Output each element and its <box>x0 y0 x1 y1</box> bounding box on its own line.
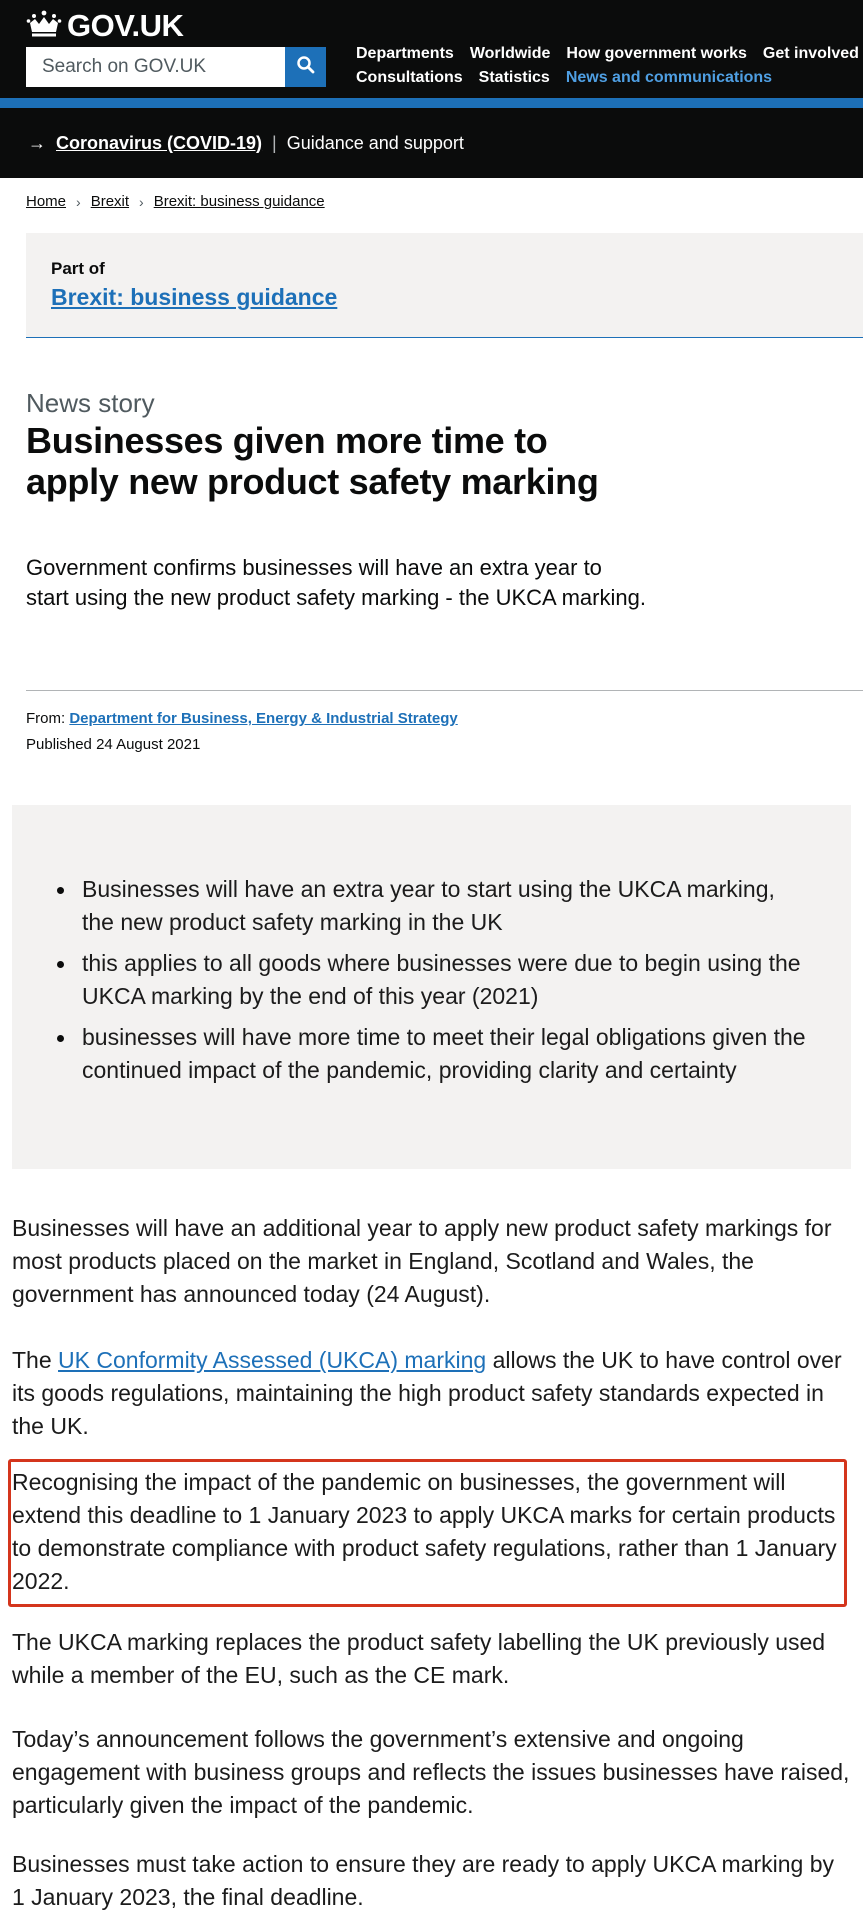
logo-text: GOV.UK <box>67 8 184 43</box>
published-label: Published <box>26 736 92 753</box>
part-of-label: Part of <box>51 259 105 278</box>
chevron-right-icon: › <box>139 193 144 210</box>
covid-text: Guidance and support <box>286 132 464 153</box>
page-title: Businesses given more time to apply new product safety marking <box>26 420 599 502</box>
from-label: From: <box>26 710 66 727</box>
department-link[interactable]: Department for Business, Energy & Industrial Strategy <box>69 710 458 727</box>
breadcrumb-business-guidance[interactable]: Brexit: business guidance <box>153 193 325 210</box>
article-metadata <box>26 706 458 758</box>
covid-separator: | <box>272 132 277 153</box>
arrow-right-icon: → <box>28 132 46 153</box>
ukca-marking-link[interactable]: UK Conformity Assessed (UKCA) marking <box>58 1347 487 1373</box>
summary-item: Businesses will have an extra year to start using the UKCA marking, the new product safety marking in the UK <box>82 873 811 939</box>
search-button[interactable] <box>285 47 326 87</box>
breadcrumb-brexit[interactable]: Brexit <box>90 193 130 210</box>
crown-icon <box>26 9 62 44</box>
nav-departments[interactable]: Departments <box>356 45 454 62</box>
covid-link[interactable]: Coronavirus (COVID-19) <box>56 132 263 153</box>
nav-how-government-works[interactable]: How government works <box>566 45 747 62</box>
govuk-logo[interactable] <box>26 8 183 44</box>
nav-worldwide[interactable]: Worldwide <box>469 45 551 62</box>
nav-get-involved[interactable]: Get involved <box>762 45 859 62</box>
breadcrumb-home[interactable]: Home <box>26 193 67 210</box>
divider <box>26 690 863 691</box>
nav-news-and-communications[interactable]: News and communications <box>565 69 773 86</box>
lead-paragraph: Government confirms businesses will have an extra year to start using the new product safety marking - the UKCA marking. <box>26 555 646 610</box>
main-nav <box>356 42 859 90</box>
paragraph-text: allows the UK to have control over its goods regulations, maintaining the high product safety standards expected in the UK. <box>12 1347 842 1439</box>
part-of-panel <box>26 233 863 338</box>
page-caption: News story <box>26 388 155 418</box>
summary-item: this applies to all goods where businesses were due to begin using the UKCA marking by the end of this year (2021) <box>82 947 811 1013</box>
chevron-right-icon: › <box>76 193 81 210</box>
body-paragraph-2 <box>12 1344 852 1443</box>
site-header <box>0 0 863 98</box>
covid-banner <box>0 108 863 178</box>
body-paragraph-6: Businesses must take action to ensure they are ready to apply UKCA marking by 1 January 2023, the final deadline. <box>12 1851 835 1910</box>
summary-item: businesses will have more time to meet their legal obligations given the continued impact of the pandemic, providing clarity and certainty <box>82 1021 811 1087</box>
header-blue-bar <box>0 98 863 108</box>
body-paragraph-4: The UKCA marking replaces the product safety labelling the UK previously used while a member of the EU, such as the CE mark. <box>12 1629 826 1688</box>
summary-list <box>82 873 811 1087</box>
nav-statistics[interactable]: Statistics <box>478 69 550 86</box>
summary-box <box>12 805 851 1169</box>
nav-consultations[interactable]: Consultations <box>356 69 463 86</box>
breadcrumb <box>26 193 325 210</box>
body-paragraph-3: Recognising the impact of the pandemic on businesses, the government will extend this deadline to 1 January 2023 to apply UKCA marks for certain products to demonstrate compliance with product safety regulations, rather than 1 January 2022. <box>12 1469 837 1594</box>
paragraph-text: The <box>12 1347 59 1373</box>
search-input[interactable] <box>26 47 285 87</box>
search-icon <box>296 55 316 80</box>
search-form <box>26 47 326 87</box>
body-paragraph-1: Businesses will have an additional year to apply new product safety markings for most products placed on the market in England, Scotland and Wales, the government has announced today (24 August). <box>12 1215 832 1307</box>
part-of-link[interactable]: Brexit: business guidance <box>51 284 338 310</box>
body-paragraph-5: Today’s announcement follows the government’s extensive and ongoing engagement with business groups and reflects the issues businesses have raised, particularly given the impact of the pandemic. <box>12 1726 850 1818</box>
published-date: 24 August 2021 <box>96 736 201 753</box>
